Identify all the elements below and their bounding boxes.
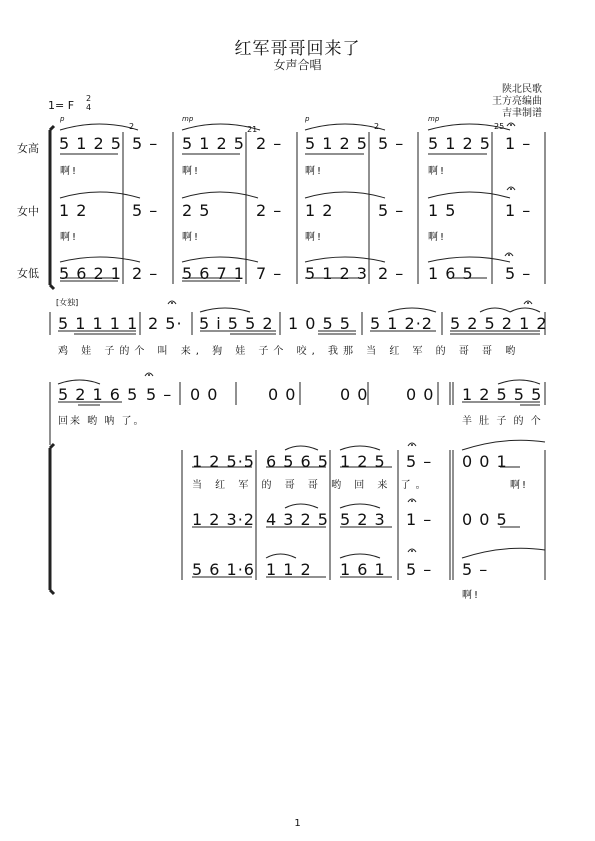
notes-measure: 1 2 5 5 5 — [462, 385, 543, 404]
lyric: 啊! — [510, 480, 529, 491]
solo-lyrics: 鸡 娃 子的个 叫 来, 狗 娃 子个 咬, 我那 当 红 军 的 哥 哥 哟 — [58, 346, 521, 357]
measure-number: 2 — [374, 122, 380, 131]
notes-measure: 5 – — [406, 560, 433, 579]
lyric: 啊! — [60, 232, 79, 243]
system1-bracket — [50, 126, 54, 289]
lyric: 啊! — [305, 232, 324, 243]
measure-number: 21 — [247, 125, 258, 134]
notes-measure: 5 1 2 3 — [305, 264, 368, 283]
lyric: 啊! — [182, 232, 201, 243]
notes-measure: 5 – — [505, 264, 532, 283]
solo-label: [女独] — [56, 298, 79, 307]
notes-measure: 5 1 2 5 — [59, 134, 122, 153]
notes-measure: 1 2 — [305, 201, 334, 220]
notes-measure: 5 – — [462, 560, 489, 579]
notes-measure: 5 6 1·6 — [192, 560, 255, 579]
notes-measure: 5 6 7 1 — [182, 264, 245, 283]
notes-measure: 1 6 5 — [428, 264, 474, 283]
credit-origin: 陕北民歌 — [502, 84, 542, 95]
notes-measure: 1 – — [406, 510, 433, 529]
notes-measure: 5 – — [378, 201, 405, 220]
notes-measure: 6 5 6 5 — [266, 452, 329, 471]
notes-measure: 5 1 2·2 — [370, 314, 433, 333]
notes-measure: 0 0 — [406, 385, 435, 404]
notes-measure: 5 2 5 2 1 2 — [450, 314, 548, 333]
lyric: 回来 哟 呐 了。 — [58, 416, 146, 427]
notes-measure: 0 0 — [340, 385, 369, 404]
notes-measure: 1 5 — [428, 201, 457, 220]
lyric: 啊! — [428, 166, 447, 177]
notes-measure: 1 1 2 — [266, 560, 312, 579]
notes-measure: 1 2 3·2 — [192, 510, 255, 529]
notes-measure: 0 0 1 — [462, 452, 508, 471]
notes-measure: 5 1 2 5 — [305, 134, 368, 153]
notes-measure: 4 3 2 5 — [266, 510, 329, 529]
notes-measure: 5 – — [132, 134, 159, 153]
notes-measure: 5 i 5 5 2 — [199, 314, 274, 333]
voice-label-soprano: 女高 — [17, 142, 39, 155]
notes-measure: 2 – — [378, 264, 405, 283]
dynamic-mark: mp — [182, 115, 194, 123]
notes-measure: 2 – — [132, 264, 159, 283]
credit-arranger: 王方亮编曲 — [492, 96, 542, 107]
voice-label-mezzo: 女中 — [17, 205, 39, 218]
dynamic-mark: mp — [428, 115, 440, 123]
notes-measure: 2 – — [256, 201, 283, 220]
notes-measure: 5 1 2 5 — [182, 134, 245, 153]
notes-measure: 0 0 — [190, 385, 219, 404]
notes-measure: 1 2 — [59, 201, 88, 220]
key-signature: 1= F — [48, 99, 75, 112]
notes-measure: 5 – — [406, 452, 433, 471]
notes-measure: 2 5· — [148, 314, 183, 333]
notes-measure: 0 0 — [268, 385, 297, 404]
notes-measure: 5 2 1 6 5 — [58, 385, 139, 404]
notes-measure: 5 – — [132, 201, 159, 220]
system3-bracket — [50, 444, 54, 594]
lyric: 啊! — [182, 166, 201, 177]
time-signature-top: 2 — [86, 94, 92, 103]
time-signature-bottom: 4 — [86, 103, 92, 112]
measure-number: 2 — [129, 122, 135, 131]
notes-measure: 2 – — [256, 134, 283, 153]
notes-measure: 1 – — [505, 201, 532, 220]
notes-measure: 5 – — [378, 134, 405, 153]
notes-measure: 2 5 — [182, 201, 211, 220]
notes-measure: 5 2 3 — [340, 510, 386, 529]
song-title: 红军哥哥回来了 — [234, 39, 361, 59]
credit-transcriber: 吉聿制谱 — [502, 108, 542, 119]
notes-measure: 5 6 2 1 — [59, 264, 122, 283]
page-number: 1 — [294, 818, 301, 829]
lyric: 啊! — [60, 166, 79, 177]
notes-measure: 1 – — [505, 134, 532, 153]
time-signature — [86, 94, 91, 112]
notes-measure: 5 1 2 5 — [428, 134, 491, 153]
dynamic-mark: p — [305, 115, 310, 123]
voice-label-alto: 女低 — [17, 267, 39, 280]
notes-measure: 5 – — [146, 385, 173, 404]
notes-measure: 0 0 5 — [462, 510, 508, 529]
notes-measure: 5 1 1 1 1 — [58, 314, 139, 333]
lyric: 羊 肚 子 的 个 — [462, 416, 543, 427]
measure-number: 25 — [494, 122, 505, 131]
notes-measure: 1 0 5 5 — [288, 314, 351, 333]
notes-measure: 1 2 5·5 — [192, 452, 255, 471]
lyric: 啊! — [462, 590, 481, 601]
dynamic-mark: p — [60, 115, 65, 123]
notes-measure: 1 6 1 — [340, 560, 386, 579]
song-subtitle: 女声合唱 — [273, 58, 322, 72]
lyric: 啊! — [428, 232, 447, 243]
notes-measure: 7 – — [256, 264, 283, 283]
notes-measure: 1 2 5 — [340, 452, 386, 471]
lyric: 当 红 军 的 哥 哥 哟 回 来 了。 — [192, 480, 431, 491]
lyric: 啊! — [305, 166, 324, 177]
